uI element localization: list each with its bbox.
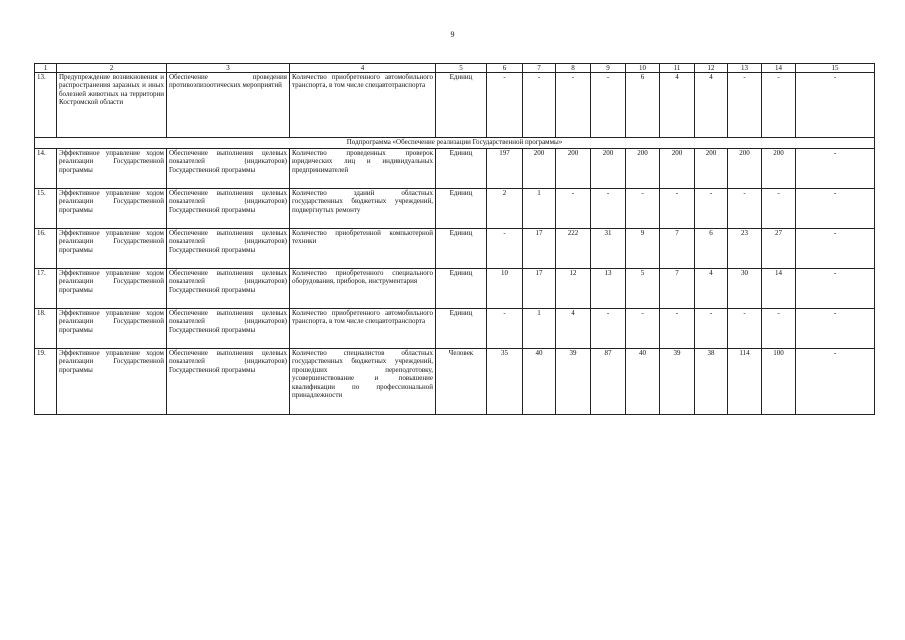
value-cell: - [762,189,796,229]
value-cell: - [762,73,796,138]
value-cell: 200 [591,149,626,189]
value-cell: 4 [660,73,695,138]
task-cell: Предупреждение возникновения и распространения заразных и иных болезней животных на территории Костромской области [57,73,167,138]
value-cell: - [695,189,728,229]
table-row [35,349,875,415]
value-cell: 4 [556,309,591,349]
indicator-cell: Количество проведенных проверок юридических лиц и индивидуальных предпринимателей [290,149,436,189]
header-cell: 14 [762,64,796,73]
activity-cell: Обеспечение выполнения целевых показателей (индикаторов) Государственной программы [167,349,290,415]
value-cell: 4 [695,73,728,138]
value-cell: 35 [487,349,523,415]
value-cell: - [796,149,875,189]
value-cell: 222 [556,229,591,269]
value-cell: - [660,309,695,349]
unit-cell: Человек [436,349,487,415]
subprogram-title: Подпрограмма «Обеспечение реализации Государственной программы» [35,138,875,149]
table-row [35,189,875,229]
value-cell: 7 [660,269,695,309]
value-cell: - [487,229,523,269]
subprogram-row [35,138,875,149]
value-cell: 5 [626,269,660,309]
indicator-cell: Количество специалистов областных государственных бюджетных учреждений, прошедших переподготовку, усовершенствование и повышение квалификации по профессиональной принадлежности [290,349,436,415]
value-cell: - [796,309,875,349]
value-cell: 200 [762,149,796,189]
header-cell: 4 [290,64,436,73]
unit-cell: Единиц [436,189,487,229]
unit-cell: Единиц [436,149,487,189]
activity-cell: Обеспечение выполнения целевых показателей (индикаторов) Государственной программы [167,269,290,309]
value-cell: - [556,189,591,229]
value-cell: 200 [523,149,556,189]
indicator-cell: Количество зданий областных государственных бюджетных учреждений, подвергнутых ремонту [290,189,436,229]
activity-cell: Обеспечение выполнения целевых показателей (индикаторов) Государственной программы [167,189,290,229]
row-number: 19. [35,349,57,415]
unit-cell: Единиц [436,73,487,138]
table-row [35,229,875,269]
value-cell: 14 [762,269,796,309]
value-cell: 1 [523,189,556,229]
value-cell: 31 [591,229,626,269]
value-cell: 30 [728,269,762,309]
value-cell: - [796,349,875,415]
value-cell: - [762,309,796,349]
header-cell: 9 [591,64,626,73]
table-row [35,149,875,189]
task-cell: Эффективное управление ходом реализации Государственной программы [57,349,167,415]
value-cell: 114 [728,349,762,415]
value-cell: - [626,309,660,349]
unit-cell: Единиц [436,309,487,349]
value-cell: - [728,309,762,349]
header-cell: 1 [35,64,57,73]
value-cell: 6 [695,229,728,269]
value-cell: - [695,309,728,349]
header-cell: 6 [487,64,523,73]
value-cell: - [796,229,875,269]
header-cell: 8 [556,64,591,73]
task-cell: Эффективное управление ходом реализации Государственной программы [57,309,167,349]
value-cell: - [591,73,626,138]
indicator-cell: Количество приобретенной компьютерной техники [290,229,436,269]
value-cell: - [591,309,626,349]
table-row [35,269,875,309]
value-cell: 200 [626,149,660,189]
table-row [35,309,875,349]
value-cell: 7 [660,229,695,269]
value-cell: 38 [695,349,728,415]
value-cell: - [523,73,556,138]
task-cell: Эффективное управление ходом реализации Государственной программы [57,189,167,229]
value-cell: 2 [487,189,523,229]
header-cell: 5 [436,64,487,73]
value-cell: 17 [523,229,556,269]
value-cell: - [728,189,762,229]
value-cell: 39 [660,349,695,415]
row-number: 16. [35,229,57,269]
page-number: 9 [450,30,455,39]
value-cell: 197 [487,149,523,189]
task-cell: Эффективное управление ходом реализации Государственной программы [57,269,167,309]
header-cell: 3 [167,64,290,73]
value-cell: 200 [728,149,762,189]
value-cell: 200 [660,149,695,189]
row-number: 14. [35,149,57,189]
value-cell: - [728,73,762,138]
value-cell: 23 [728,229,762,269]
value-cell: - [626,189,660,229]
activity-cell: Обеспечение выполнения целевых показателей (индикаторов) Государственной программы [167,309,290,349]
value-cell: 40 [523,349,556,415]
value-cell: 12 [556,269,591,309]
value-cell: 10 [487,269,523,309]
value-cell: 6 [626,73,660,138]
indicator-cell: Количество приобретенного автомобильного транспорта, в том числе спецавтотранспорта [290,73,436,138]
value-cell: 100 [762,349,796,415]
header-cell: 7 [523,64,556,73]
value-cell: 40 [626,349,660,415]
task-cell: Эффективное управление ходом реализации Государственной программы [57,229,167,269]
table-header-row [35,64,875,73]
value-cell: 87 [591,349,626,415]
value-cell: - [796,189,875,229]
row-number: 13. [35,73,57,138]
value-cell: 39 [556,349,591,415]
row-number: 15. [35,189,57,229]
table-row [35,73,875,138]
header-cell: 10 [626,64,660,73]
activity-cell: Обеспечение выполнения целевых показателей (индикаторов) Государственной программы [167,229,290,269]
value-cell: 27 [762,229,796,269]
activity-cell: Обеспечение проведения противоэпизоотических мероприятий [167,73,290,138]
value-cell: - [556,73,591,138]
task-cell: Эффективное управление ходом реализации Государственной программы [57,149,167,189]
value-cell: - [796,269,875,309]
value-cell: 200 [556,149,591,189]
header-cell: 11 [660,64,695,73]
value-cell: - [591,189,626,229]
unit-cell: Единиц [436,229,487,269]
indicators-table [34,63,875,415]
value-cell: 9 [626,229,660,269]
header-cell: 12 [695,64,728,73]
unit-cell: Единиц [436,269,487,309]
row-number: 18. [35,309,57,349]
header-cell: 2 [57,64,167,73]
value-cell: 200 [695,149,728,189]
value-cell: - [487,73,523,138]
indicator-cell: Количество приобретенного специального оборудования, приборов, инструментария [290,269,436,309]
header-cell: 13 [728,64,762,73]
value-cell: 13 [591,269,626,309]
header-cell: 15 [796,64,875,73]
value-cell: 1 [523,309,556,349]
value-cell: - [487,309,523,349]
indicator-cell: Количество приобретенного автомобильного транспорта, в том числе спецавтотранспорта [290,309,436,349]
value-cell: - [796,73,875,138]
value-cell: 4 [695,269,728,309]
value-cell: - [660,189,695,229]
value-cell: 17 [523,269,556,309]
row-number: 17. [35,269,57,309]
activity-cell: Обеспечение выполнения целевых показателей (индикаторов) Государственной программы [167,149,290,189]
